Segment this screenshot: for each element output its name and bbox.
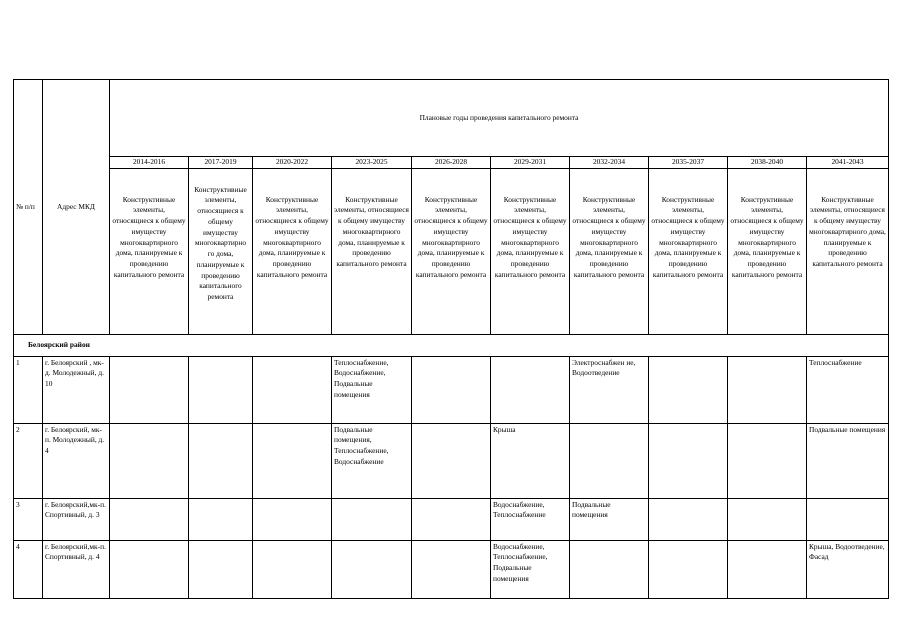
table-row — [14, 423, 889, 498]
header-row-periods — [14, 157, 889, 169]
row-cell: Электроснабжен ие, Водоотведение — [570, 356, 649, 423]
row-cell: Крыша, Водоотведение, Фасад — [807, 540, 889, 598]
period-header: 2023-2025 — [332, 157, 412, 169]
row-cell — [412, 356, 491, 423]
row-cell — [110, 498, 189, 540]
row-cell — [570, 423, 649, 498]
header-row-descriptions — [14, 168, 889, 334]
section-row — [14, 334, 889, 356]
period-header: 2026-2028 — [412, 157, 491, 169]
row-cell — [649, 498, 728, 540]
table-row — [14, 498, 889, 540]
row-cell — [412, 498, 491, 540]
row-address: г. Белоярский, мк-п. Молодежный, д. 4 — [43, 423, 110, 498]
row-cell: Крыша — [491, 423, 570, 498]
capital-repair-table — [13, 79, 889, 599]
element-description: Конструктивные элементы, относящиеся к общему имуществу многоквартирного дома, планируемые к проведению капитального ремонта — [807, 168, 889, 334]
row-cell: Теплоснабжение — [807, 356, 889, 423]
row-cell — [189, 540, 253, 598]
row-cell — [728, 356, 807, 423]
row-cell — [728, 540, 807, 598]
element-description: Конструктивные элементы, относящиеся к общему имуществу многоквартирного дома, планируемые к проведению капитального ремонта — [412, 168, 491, 334]
row-cell — [189, 498, 253, 540]
section-title: Белоярский район — [14, 334, 889, 356]
row-cell — [807, 498, 889, 540]
row-cell — [649, 356, 728, 423]
row-cell — [110, 423, 189, 498]
address-header: Адрес МКД — [43, 80, 110, 335]
row-cell — [253, 356, 332, 423]
element-description: Конструктивные элементы, относящиеся к общему имуществу многоквартирного дома, планируемые к проведению капитального ремонта — [570, 168, 649, 334]
row-cell: Водоснабжение, Теплоснабжение, Подвальные помещения — [491, 540, 570, 598]
period-header: 2032-2034 — [570, 157, 649, 169]
row-cell — [649, 423, 728, 498]
row-cell — [412, 540, 491, 598]
element-description: Конструктивные элементы, относящиеся к общему имуществу многоквартирного дома, планируемые к проведению капитального ремонта — [649, 168, 728, 334]
row-address: г. Белоярский , мк- д. Молодежный, д. 10 — [43, 356, 110, 423]
element-description: Конструктивные элементы, относящиеся к общему имуществу многоквартирного дома, планируемые к проведению капитального ремонта — [728, 168, 807, 334]
row-cell — [491, 356, 570, 423]
row-cell — [728, 423, 807, 498]
element-description: Конструктивные элементы, относящиеся к общему имуществу многоквартирного дома, планируемые к проведению капитального ремонта — [491, 168, 570, 334]
row-cell: Подвальные помещения — [807, 423, 889, 498]
table-row — [14, 540, 889, 598]
num-header: № п/п — [14, 80, 43, 335]
row-cell — [570, 540, 649, 598]
period-header: 2029-2031 — [491, 157, 570, 169]
element-description: Конструктивные элементы, относящиеся к общему имуществу многоквартирного дома, планируемые к проведению капитального ремонта — [253, 168, 332, 334]
period-header: 2041-2043 — [807, 157, 889, 169]
row-cell — [189, 356, 253, 423]
row-cell: Водоснабжение, Теплоснабжение — [491, 498, 570, 540]
row-cell — [332, 540, 412, 598]
row-cell — [110, 540, 189, 598]
row-address: г. Белоярский,мк-п. Спортивный, д. 4 — [43, 540, 110, 598]
row-cell — [110, 356, 189, 423]
period-header: 2038-2040 — [728, 157, 807, 169]
row-cell: Подвальные помещения — [570, 498, 649, 540]
row-cell — [332, 498, 412, 540]
row-number: 3 — [14, 498, 43, 540]
row-cell — [728, 498, 807, 540]
row-cell — [253, 540, 332, 598]
element-description: Конструктивные элементы, относящиеся к общему имуществу многоквартирного дома, планируемые к проведению капитального ремонта — [110, 168, 189, 334]
row-cell — [189, 423, 253, 498]
row-cell: Теплоснабжение, Водоснабжение, Подвальные помещения — [332, 356, 412, 423]
row-address: г. Белоярский,мк-п. Спортивный, д. 3 — [43, 498, 110, 540]
element-description: Конструктивные элементы, относящиеся к общему имуществу многоквартирно го дома, планируемые к проведению капитального ремонта — [189, 168, 253, 334]
header-row-title — [14, 80, 889, 157]
table-row — [14, 356, 889, 423]
row-cell — [253, 423, 332, 498]
plan-title: Плановые годы проведения капитального ремонта — [110, 80, 889, 157]
row-number: 2 — [14, 423, 43, 498]
row-number: 1 — [14, 356, 43, 423]
period-header: 2035-2037 — [649, 157, 728, 169]
row-cell — [253, 498, 332, 540]
row-cell — [412, 423, 491, 498]
row-number: 4 — [14, 540, 43, 598]
row-cell: Подвальные помещения, Теплоснабжение, Водоснабжение — [332, 423, 412, 498]
period-header: 2017-2019 — [189, 157, 253, 169]
row-cell — [649, 540, 728, 598]
period-header: 2014-2016 — [110, 157, 189, 169]
element-description: Конструктивные элементы, относящиеся к общему имуществу многоквартирного дома, планируемые к проведению капитального ремонта — [332, 168, 412, 334]
period-header: 2020-2022 — [253, 157, 332, 169]
